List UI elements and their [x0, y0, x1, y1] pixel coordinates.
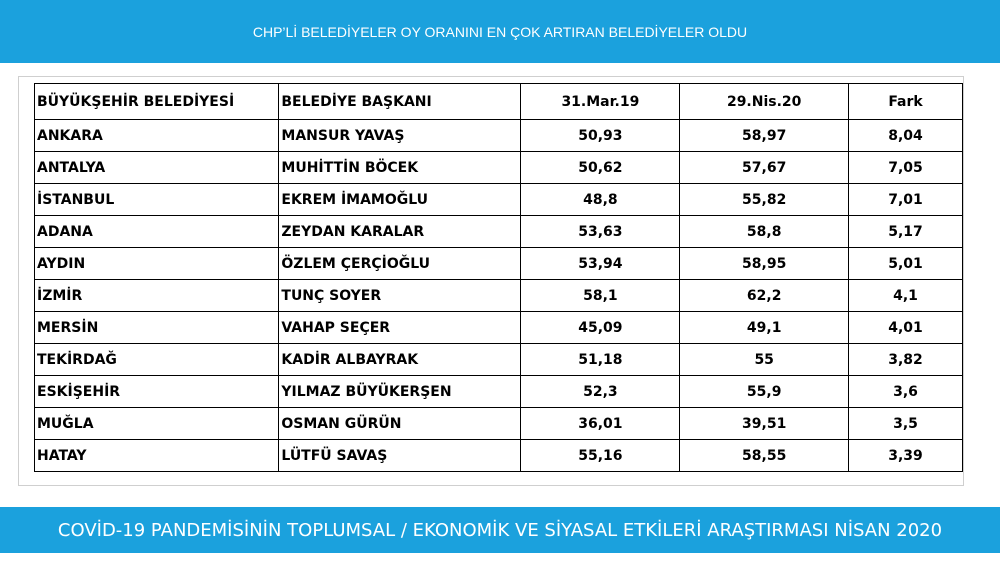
- cell-municipality: ESKİŞEHİR: [35, 376, 279, 408]
- table-row: [35, 120, 963, 152]
- table-row: [35, 216, 963, 248]
- cell-municipality: HATAY: [35, 440, 279, 472]
- table-row: [35, 312, 963, 344]
- cell-2019: 53,94: [521, 248, 680, 280]
- table-header-row: [35, 84, 963, 120]
- cell-mayor: EKREM İMAMOĞLU: [279, 184, 521, 216]
- cell-2020: 58,8: [680, 216, 849, 248]
- cell-difference: 7,05: [849, 152, 963, 184]
- cell-2020: 55: [680, 344, 849, 376]
- table-sheet: [18, 76, 964, 486]
- cell-2019: 45,09: [521, 312, 680, 344]
- header-cell-mayor: BELEDİYE BAŞKANI: [279, 84, 521, 120]
- cell-2020: 58,97: [680, 120, 849, 152]
- table-row: [35, 280, 963, 312]
- cell-mayor: LÜTFÜ SAVAŞ: [279, 440, 521, 472]
- cell-municipality: AYDIN: [35, 248, 279, 280]
- cell-2019: 55,16: [521, 440, 680, 472]
- cell-mayor: VAHAP SEÇER: [279, 312, 521, 344]
- cell-mayor: ZEYDAN KARALAR: [279, 216, 521, 248]
- cell-2019: 51,18: [521, 344, 680, 376]
- cell-mayor: MANSUR YAVAŞ: [279, 120, 521, 152]
- results-table: [34, 83, 963, 472]
- cell-mayor: OSMAN GÜRÜN: [279, 408, 521, 440]
- cell-2020: 57,67: [680, 152, 849, 184]
- cell-2020: 55,82: [680, 184, 849, 216]
- bottom-banner: [0, 507, 1000, 553]
- cell-municipality: TEKİRDAĞ: [35, 344, 279, 376]
- cell-difference: 7,01: [849, 184, 963, 216]
- table-row: [35, 376, 963, 408]
- table-row: [35, 152, 963, 184]
- header-cell-2019: 31.Mar.19: [521, 84, 680, 120]
- cell-mayor: TUNÇ SOYER: [279, 280, 521, 312]
- table-row: [35, 344, 963, 376]
- table-row: [35, 440, 963, 472]
- cell-2019: 58,1: [521, 280, 680, 312]
- table-row: [35, 408, 963, 440]
- cell-2020: 58,95: [680, 248, 849, 280]
- cell-municipality: MUĞLA: [35, 408, 279, 440]
- table-row: [35, 184, 963, 216]
- cell-municipality: MERSİN: [35, 312, 279, 344]
- cell-difference: 3,82: [849, 344, 963, 376]
- cell-municipality: İZMİR: [35, 280, 279, 312]
- header-cell-municipality: BÜYÜKŞEHİR BELEDİYESİ: [35, 84, 279, 120]
- slide-title: CHP’Lİ BELEDİYELER OY ORANINI EN ÇOK ARTIRAN BELEDİYELER OLDU: [252, 23, 748, 40]
- header-cell-2020: 29.Nis.20: [680, 84, 849, 120]
- cell-municipality: ANTALYA: [35, 152, 279, 184]
- cell-2020: 49,1: [680, 312, 849, 344]
- cell-2019: 48,8: [521, 184, 680, 216]
- top-banner: [0, 0, 1000, 63]
- cell-2020: 55,9: [680, 376, 849, 408]
- cell-difference: 3,5: [849, 408, 963, 440]
- cell-municipality: ANKARA: [35, 120, 279, 152]
- header-cell-difference: Fark: [849, 84, 963, 120]
- cell-municipality: İSTANBUL: [35, 184, 279, 216]
- cell-2019: 52,3: [521, 376, 680, 408]
- cell-difference: 3,6: [849, 376, 963, 408]
- cell-mayor: KADİR ALBAYRAK: [279, 344, 521, 376]
- cell-municipality: ADANA: [35, 216, 279, 248]
- cell-mayor: ÖZLEM ÇERÇİOĞLU: [279, 248, 521, 280]
- cell-2020: 58,55: [680, 440, 849, 472]
- cell-difference: 5,01: [849, 248, 963, 280]
- cell-2019: 50,62: [521, 152, 680, 184]
- cell-difference: 5,17: [849, 216, 963, 248]
- cell-mayor: MUHİTTİN BÖCEK: [279, 152, 521, 184]
- cell-mayor: YILMAZ BÜYÜKERŞEN: [279, 376, 521, 408]
- cell-difference: 4,01: [849, 312, 963, 344]
- cell-difference: 3,39: [849, 440, 963, 472]
- cell-difference: 4,1: [849, 280, 963, 312]
- cell-2020: 62,2: [680, 280, 849, 312]
- footer-text: COVİD-19 PANDEMİSİNİN TOPLUMSAL / EKONOMİK VE SİYASAL ETKİLERİ ARAŞTIRMASI NİSAN 2020: [57, 519, 943, 541]
- cell-difference: 8,04: [849, 120, 963, 152]
- cell-2019: 50,93: [521, 120, 680, 152]
- cell-2020: 39,51: [680, 408, 849, 440]
- cell-2019: 53,63: [521, 216, 680, 248]
- cell-2019: 36,01: [521, 408, 680, 440]
- table-row: [35, 248, 963, 280]
